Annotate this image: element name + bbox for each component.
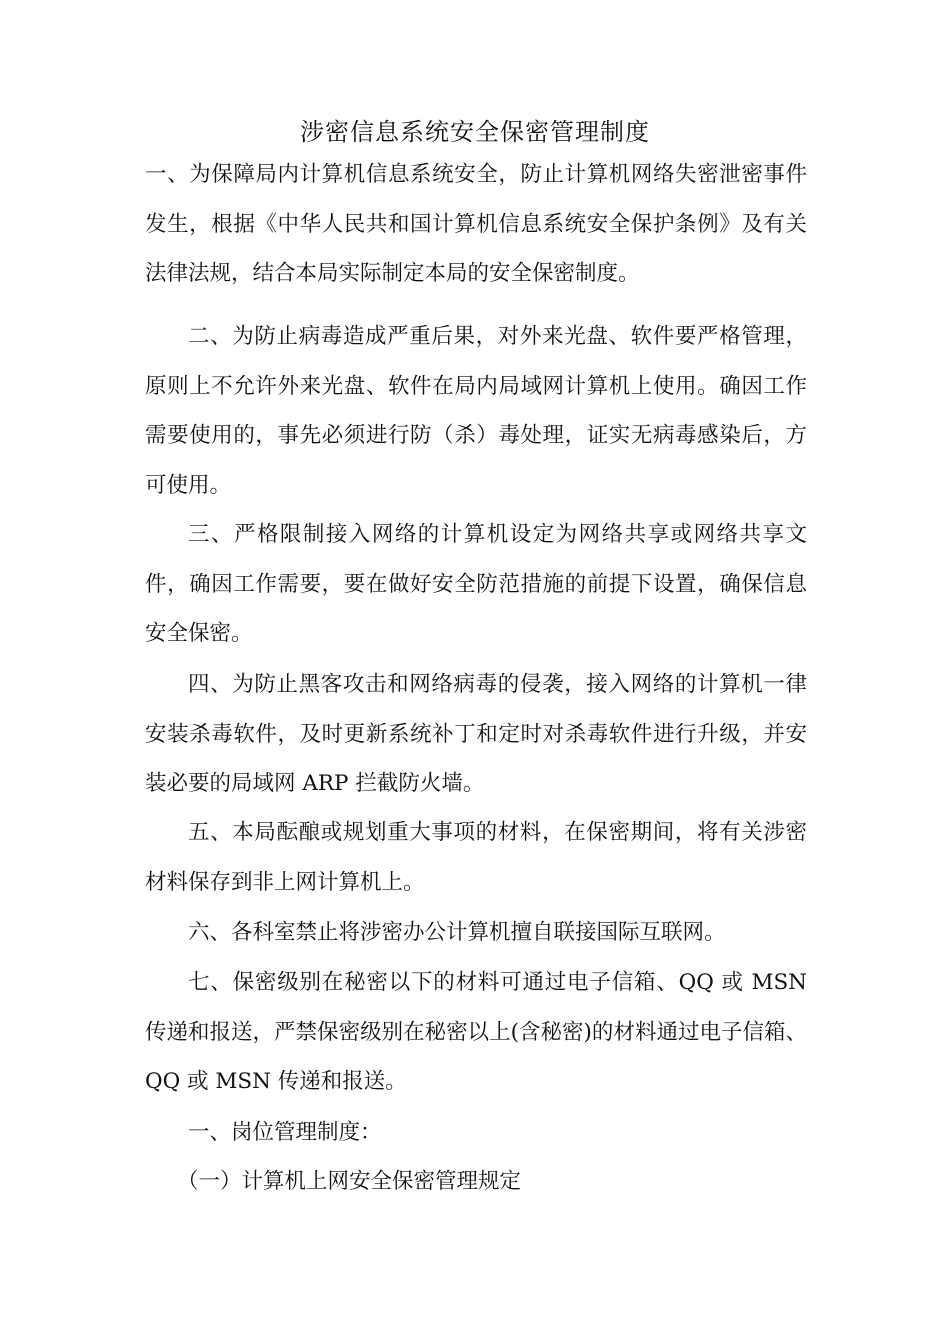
paragraph-5: 五、本局酝酿或规划重大事项的材料，在保密期间，将有关涉密材料保存到非上网计算机上。 — [145, 820, 807, 895]
paragraph-4: 四、为防止黑客攻击和网络病毒的侵袭，接入网络的计算机一律安装杀毒软件，及时更新系统补丁和定时对杀毒软件进行升级，并安装必要的局域网 ARP 拦截防火墙。 — [145, 672, 807, 797]
paragraph-1: 一、为保障局内计算机信息系统安全，防止计算机网络失密泄密事件发生，根据《中华人民共和国计算机信息系统安全保护条例》及有关法律法规，结合本局实际制定本局的安全保密制度。 — [145, 162, 807, 287]
document-title: 涉密信息系统安全保密管理制度 — [300, 118, 650, 146]
subsection-heading: （一）计算机上网安全保密管理规定 — [177, 1169, 522, 1194]
section-heading: 一、岗位管理制度： — [188, 1120, 382, 1145]
paragraph-7: 七、保密级别在秘密以下的材料可通过电子信箱、QQ 或 MSN 传递和报送，严禁保密级别在秘密以上(含秘密)的材料通过电子信箱、QQ 或 MSN 传递和报送。 — [145, 970, 807, 1095]
paragraph-6: 六、各科室禁止将涉密办公计算机擅自联接国际互联网。 — [188, 920, 726, 945]
paragraph-2: 二、为防止病毒造成严重后果，对外来光盘、软件要严格管理，原则上不允许外来光盘、软件在局内局域网计算机上使用。确因工作需要使用的，事先必须进行防（杀）毒处理，证实无病毒感染后，方可使用。 — [145, 324, 807, 498]
paragraph-3: 三、严格限制接入网络的计算机设定为网络共享或网络共享文件，确因工作需要，要在做好安全防范措施的前提下设置，确保信息安全保密。 — [145, 522, 807, 647]
